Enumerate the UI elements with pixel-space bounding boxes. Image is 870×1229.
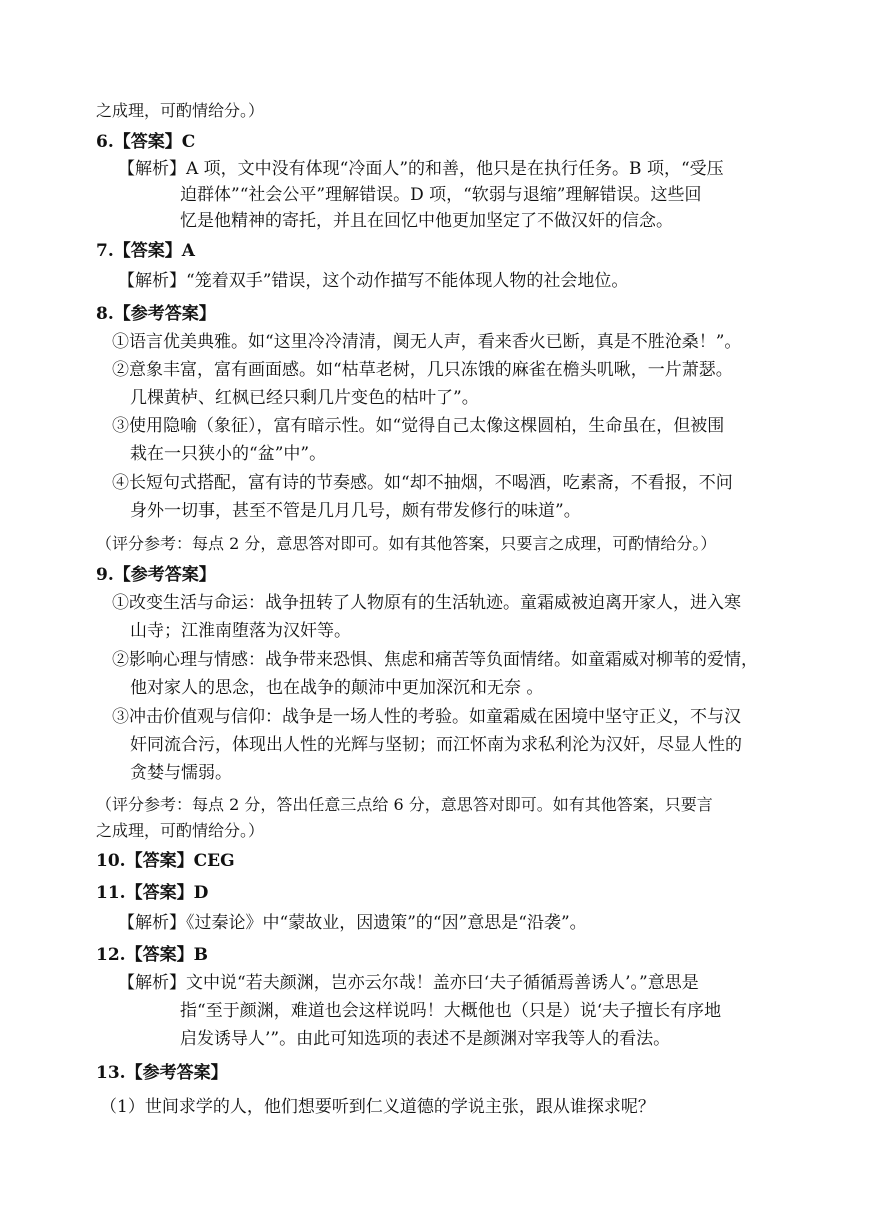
q12-explanation-line: 【解析】文中说“若夫颜渊，岂亦云尔哉！盖亦曰‘夫子循循焉善诱人’。”意思是 <box>118 973 699 993</box>
q8-point: ②意象丰富，富有画面感。如“枯草老树，几只冻饿的麻雀在檐头叽啾，一片萧瑟。 <box>112 360 733 380</box>
q8-point-continuation: 栽在一只狭小的“盆”中”。 <box>130 444 327 464</box>
q9-point: ①改变生活与命运：战争扭转了人物原有的生活轨迹。童霜威被迫离开家人，进入寒 <box>112 593 741 613</box>
q8-point: ④长短句式搭配，富有诗的节奏感。如“却不抽烟，不喝酒，吃素斋，不看报，不问 <box>112 473 733 493</box>
q12-explanation-line: 指“至于颜渊，难道也会这样说吗！大概他也（只是）说‘夫子擅长有序地 <box>180 1001 722 1021</box>
q9-reference-answer: 9.【参考答案】 <box>96 565 216 585</box>
q8-point: ①语言优美典雅。如“这里冷冷清清，阒无人声，看来香火已断，真是不胜沧桑！”。 <box>112 332 742 352</box>
q6-explanation-line: 【解析】A 项，文中没有体现“冷面人”的和善，他只是在执行任务。B 项，“受压 <box>118 159 724 179</box>
q6-answer: 6.【答案】C <box>96 132 196 152</box>
q9-point-continuation: 奸同流合污，体现出人性的光辉与坚韧；而江怀南为求私利沦为汉奸，尽显人性的 <box>130 735 742 755</box>
q9-scoring-note: （评分参考：每点 2 分，答出任意三点给 6 分，意思答对即可。如有其他答案，只要言 <box>96 795 713 814</box>
q9-point-continuation: 他对家人的思念，也在战争的颠沛中更加深沉和无奈 。 <box>130 678 544 698</box>
q7-answer: 7.【答案】A <box>96 241 195 261</box>
q8-point-continuation: 几棵黄栌、红枫已经只剩几片变色的枯叶了”。 <box>130 388 479 408</box>
q6-explanation-line: 忆是他精神的寄托，并且在回忆中他更加坚定了不做汉奸的信念。 <box>180 211 673 231</box>
q12-answer: 12.【答案】B <box>96 945 208 965</box>
q13-answer-line: （1）世间求学的人，他们想要听到仁义道德的学说主张，跟从谁探求呢？ <box>100 1097 655 1117</box>
scoring-note-continuation: 之成理，可酌情给分。） <box>96 101 265 120</box>
q10-answer: 10.【答案】CEG <box>96 851 235 871</box>
q12-explanation-line: 启发诱导人’”。由此可知选项的表述不是颜渊对宰我等人的看法。 <box>180 1029 671 1049</box>
q11-answer: 11.【答案】D <box>96 883 209 903</box>
q8-point: ③使用隐喻（象征），富有暗示性。如“觉得自己太像这棵圆柏，生命虽在，但被围 <box>112 416 725 436</box>
q9-point-continuation: 贪婪与懦弱。 <box>130 763 232 783</box>
q8-reference-answer: 8.【参考答案】 <box>96 304 216 324</box>
q9-point: ②影响心理与情感：战争带来恐惧、焦虑和痛苦等负面情绪。如童霜威对柳苇的爱情， <box>112 650 758 670</box>
q6-explanation-line: 迫群体”“社会公平”理解错误。D 项，“软弱与退缩”理解错误。这些回 <box>180 185 702 205</box>
q9-point: ③冲击价值观与信仰：战争是一场人性的考验。如童霜威在困境中坚守正义，不与汉 <box>112 707 741 727</box>
q13-reference-answer: 13.【参考答案】 <box>96 1063 228 1083</box>
q9-scoring-note: 之成理，可酌情给分。） <box>96 821 265 840</box>
q11-explanation: 【解析】《过秦论》中“蒙故业，因遗策”的“因”意思是“沿袭”。 <box>118 913 587 933</box>
q8-point-continuation: 身外一切事，甚至不管是几月几号，颇有带发修行的味道”。 <box>130 501 581 521</box>
q7-explanation: 【解析】“笼着双手”错误，这个动作描写不能体现人物的社会地位。 <box>118 271 629 291</box>
q9-point-continuation: 山寺；江淮南堕落为汉奸等。 <box>130 621 351 641</box>
q8-scoring-note: （评分参考：每点 2 分，意思答对即可。如有其他答案，只要言之成理，可酌情给分。） <box>96 534 717 553</box>
